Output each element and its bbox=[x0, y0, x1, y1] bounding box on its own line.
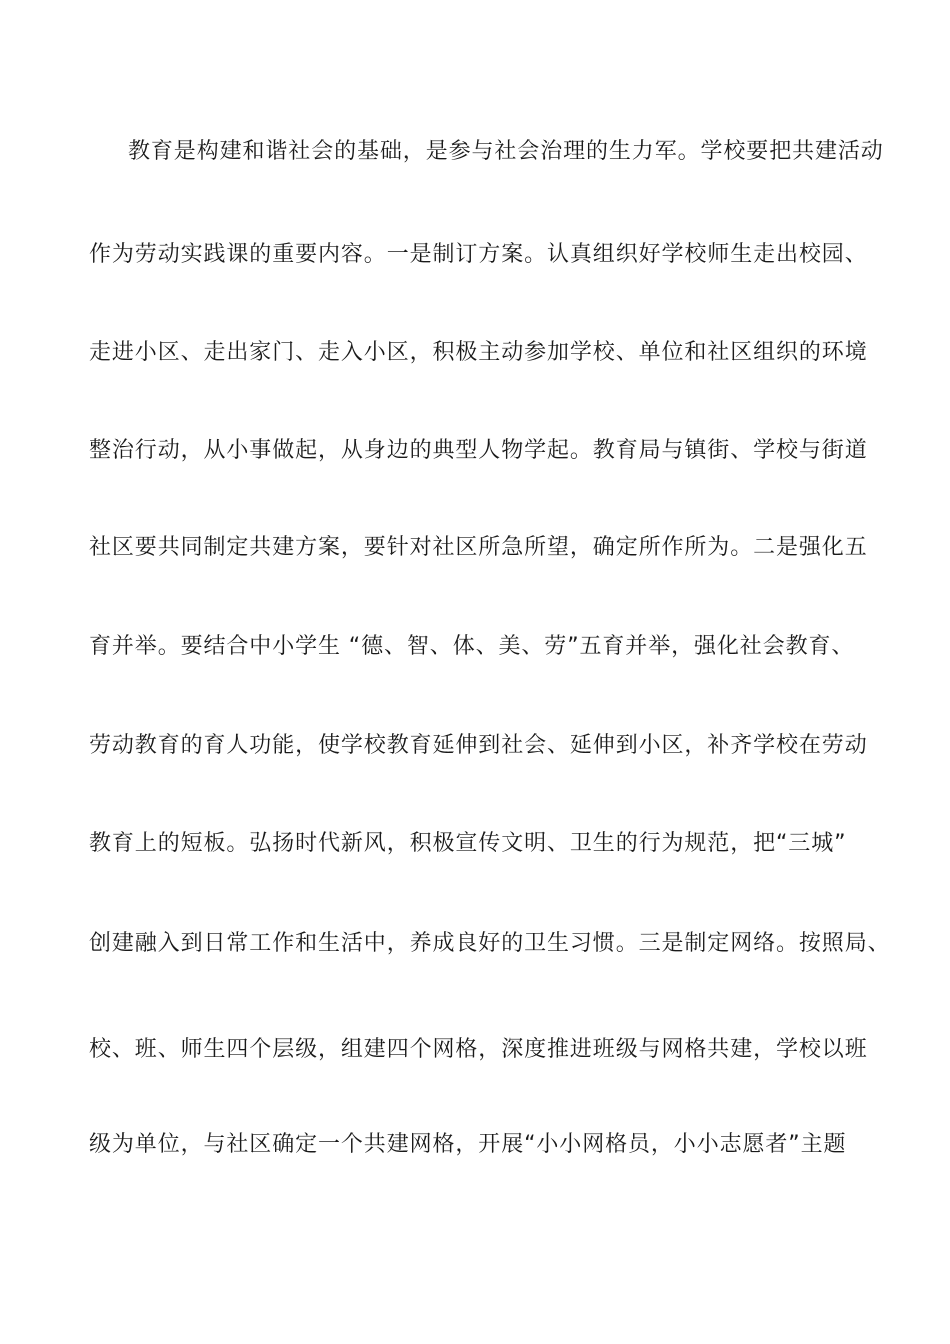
paragraph-line-6: 育并举。要结合中小学生 “德、智、体、美、劳”五育并举，强化社会教育、 bbox=[89, 634, 855, 659]
paragraph-line-4: 整治行动，从小事做起，从身边的典型人物学起。教育局与镇街、学校与街道 bbox=[89, 438, 868, 463]
paragraph-line-11: 级为单位，与社区确定一个共建网格，开展“小小网格员，小小志愿者”主题 bbox=[89, 1132, 847, 1157]
paragraph-line-3: 走进小区、走出家门、走入小区，积极主动参加学校、单位和社区组织的环境 bbox=[89, 340, 868, 365]
paragraph-line-10: 校、班、师生四个层级，组建四个网格，深度推进班级与网格共建，学校以班 bbox=[89, 1037, 868, 1062]
paragraph-line-5: 社区要共同制定共建方案，要针对社区所急所望，确定所作所为。二是强化五 bbox=[89, 535, 868, 560]
paragraph-line-2: 作为劳动实践课的重要内容。一是制订方案。认真组织好学校师生走出校园、 bbox=[89, 242, 868, 267]
paragraph-line-7: 劳动教育的育人功能，使学校教育延伸到社会、延伸到小区，补齐学校在劳动 bbox=[89, 733, 868, 758]
paragraph-line-8: 教育上的短板。弘扬时代新风，积极宣传文明、卫生的行为规范，把“三城” bbox=[89, 831, 847, 856]
paragraph-line-1: 教育是构建和谐社会的基础，是参与社会治理的生力军。学校要把共建活动 bbox=[128, 139, 884, 164]
paragraph-line-9: 创建融入到日常工作和生活中，养成良好的卫生习惯。三是制定网络。按照局、 bbox=[89, 931, 891, 956]
